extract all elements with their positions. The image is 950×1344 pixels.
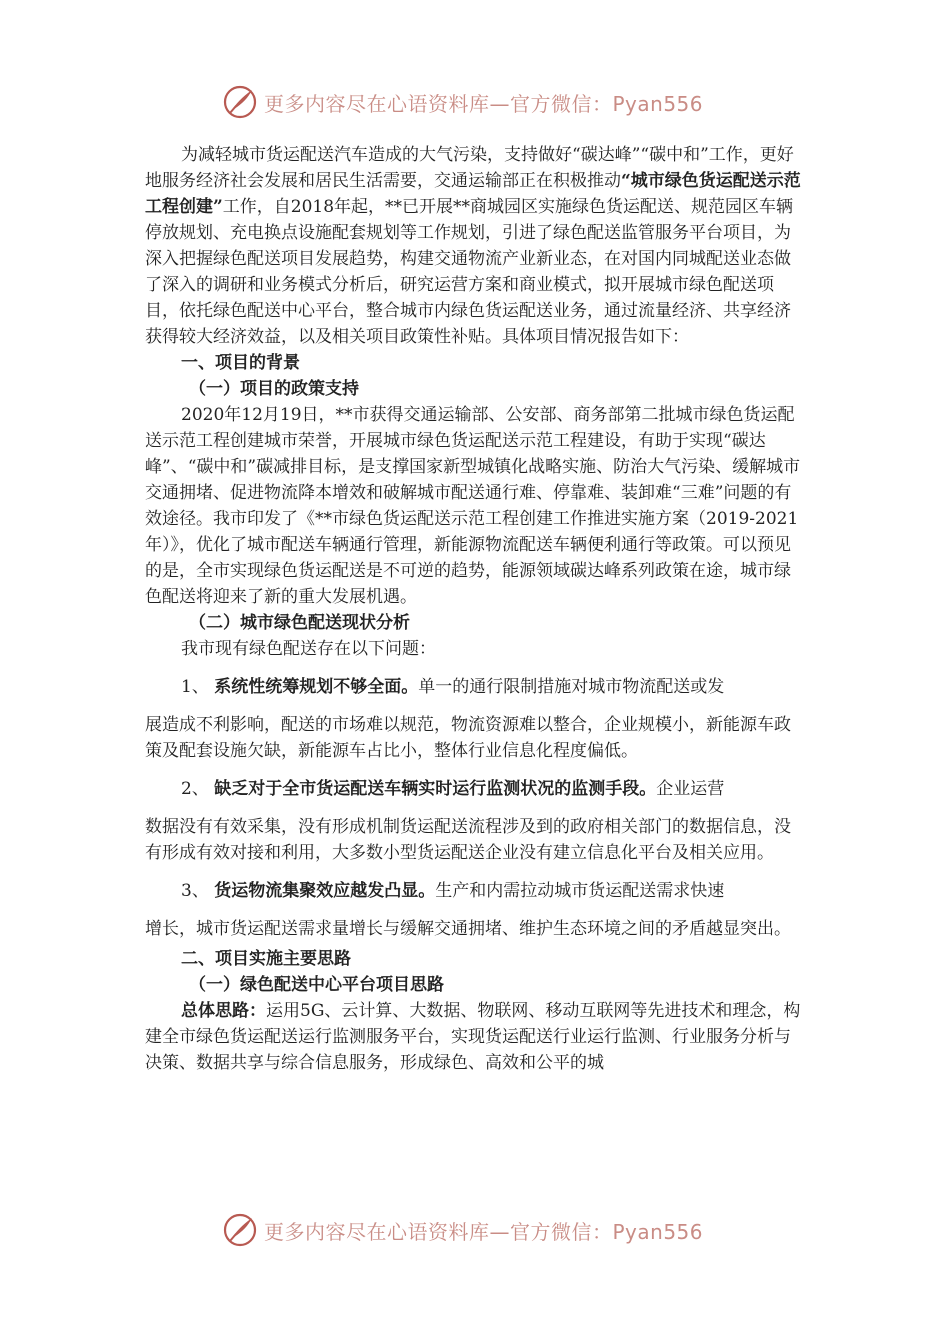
- watermark-banner-top: [222, 80, 742, 124]
- problem-item-1-cont: 展造成不利影响，配送的市场难以规范，物流资源难以整合，企业规模小，新能源车政策及配套设施欠缺，新能源车占比小，整体行业信息化程度偏低。: [145, 715, 791, 761]
- document-body: [145, 142, 807, 1076]
- quill-circle-icon: [222, 1212, 258, 1248]
- section-heading-2: 二、项目实施主要思路: [181, 949, 351, 969]
- intro-paragraph: 为减轻城市货运配送汽车造成的大气污染，支持做好“碳达峰”“碳中和”工作，更好地服务经济社会发展和居民生活需要，交通运输部正在积极推动“城市绿色货运配送示范工程创建”工作，自2018年起，**已开展**商城园区实施绿色货运配送、规范园区车辆停放规划、充电换点设施配套规划等工作规划，引进了绿色配送监管服务平台项目，为深入把握绿色配送项目发展趋势，构建交通物流产业新业态，在对国内同城配送业态做了深入的调研和业务模式分析后，研究运营方案和商业模式，拟开展城市绿色配送项目，依托绿色配送中心平台，整合城市内绿色货运配送业务，通过流量经济、共享经济获得较大经济效益，以及相关项目政策性补贴。具体项目情况报告如下：: [145, 145, 801, 347]
- section-heading-1: 一、项目的背景: [181, 353, 300, 373]
- problem-item-3-cont: 增长，城市货运配送需求量增长与缓解交通拥堵、维护生态环境之间的矛盾越显突出。: [145, 919, 791, 939]
- overall-approach-paragraph: 总体思路：运用5G、云计算、大数据、物联网、移动互联网等先进技术和理念，构建全市绿色货运配送运行监测服务平台，实现货运配送行业运行监测、行业服务分析与决策、数据共享与综合信息服务，形成绿色、高效和公平的城: [145, 1001, 801, 1073]
- subsection-heading-2: （二）城市绿色配送现状分析: [189, 613, 410, 633]
- subsection-heading-3: （一）绿色配送中心平台项目思路: [189, 975, 444, 995]
- quill-circle-icon: [222, 84, 258, 120]
- banner-text: 更多内容尽在心语资料库—官方微信：Pyan556: [264, 91, 704, 116]
- problem-item-2: 2、 缺乏对于全市货运配送车辆实时运行监测状况的监测手段。企业运营: [181, 779, 725, 799]
- policy-paragraph: 2020年12月19日，**市获得交通运输部、公安部、商务部第二批城市绿色货运配送示范工程创建城市荣誉，开展城市绿色货运配送示范工程建设，有助于实现“碳达峰”、“碳中和”碳减排目标，是支撑国家新型城镇化战略实施、防治大气污染、缓解城市交通拥堵、促进物流降本增效和破解城市配送通行难、停靠难、装卸难“三难”问题的有效途径。我市印发了《**市绿色货运配送示范工程创建工作推进实施方案（2019-2021年）》，优化了城市配送车辆通行管理，新能源物流配送车辆便利通行等政策。可以预见的是，全市实现绿色货运配送是不可逆的趋势，能源领域碳达峰系列政策在途，城市绿色配送将迎来了新的重大发展机遇。: [145, 405, 801, 607]
- problems-intro: 我市现有绿色配送存在以下问题：: [181, 639, 436, 659]
- problem-item-3: 3、 货运物流集聚效应越发凸显。生产和内需拉动城市货运配送需求快速: [181, 881, 725, 901]
- watermark-banner-bottom: [222, 1208, 742, 1252]
- problem-item-1: 1、 系统性统筹规划不够全面。单一的通行限制措施对城市物流配送或发: [181, 677, 725, 697]
- banner-text: 更多内容尽在心语资料库—官方微信：Pyan556: [264, 1219, 704, 1244]
- subsection-heading-1: （一）项目的政策支持: [189, 379, 359, 399]
- problem-item-2-cont: 数据没有有效采集，没有形成机制货运配送流程涉及到的政府相关部门的数据信息，没有形成有效对接和利用，大多数小型货运配送企业没有建立信息化平台及相关应用。: [145, 817, 791, 863]
